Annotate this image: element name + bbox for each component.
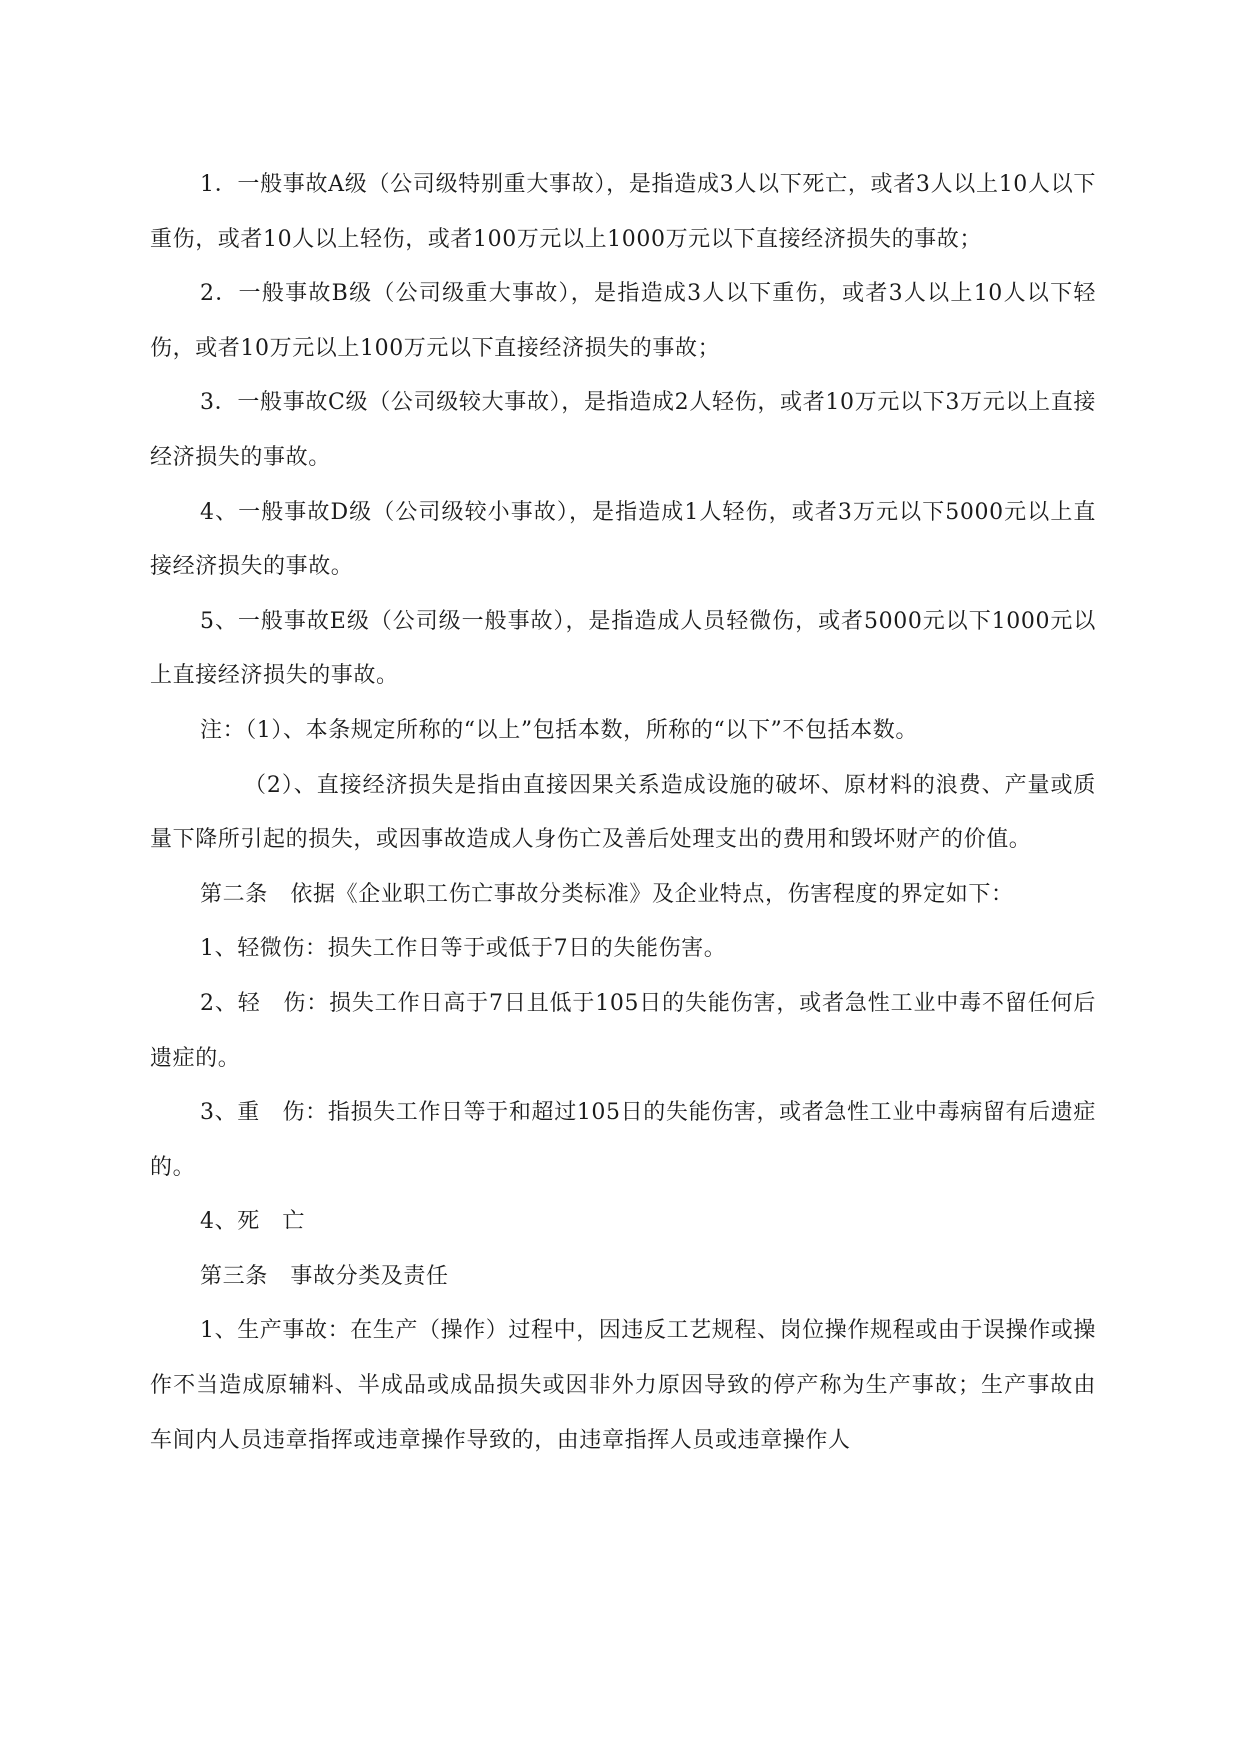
production-accident: 1、生产事故：在生产（操作）过程中，因违反工艺规程、岗位操作规程或由于误操作或操作不当造成原辅料、半成品或成品损失或因非外力原因导致的停产称为生产事故；生产事故由车间内人员违章指挥或违章操作导致的，由违章指挥人员或违章操作人 — [150, 1318, 1096, 1453]
injury-light: 2、轻 伤：损失工作日高于7日且低于105日的失能伤害，或者急性工业中毒不留任何后遗症的。 — [150, 990, 1096, 1071]
article-2-heading: 第二条 依据《企业职工伤亡事故分类标准》及企业特点，伤害程度的界定如下： — [200, 881, 1014, 907]
injury-death: 4、死 亡 — [200, 1209, 305, 1235]
paragraph-level-a: 1．一般事故A级（公司级特别重大事故），是指造成3人以下死亡，或者3人以上10人以下重伤，或者10人以上轻伤，或者100万元以上1000万元以下直接经济损失的事故； — [150, 172, 1096, 252]
paragraph-level-e: 5、一般事故E级（公司级一般事故），是指造成人员轻微伤，或者5000元以下1000元以上直接经济损失的事故。 — [150, 608, 1096, 689]
paragraph-level-c: 3．一般事故C级（公司级较大事故），是指造成2人轻伤，或者10万元以下3万元以上直接经济损失的事故。 — [150, 390, 1096, 470]
note-1: 注：（1）、本条规定所称的“以上”包括本数，所称的“以下”不包括本数。 — [200, 717, 918, 743]
injury-minor: 1、轻微伤：损失工作日等于或低于7日的失能伤害。 — [200, 936, 727, 962]
injury-serious: 3、重 伤：指损失工作日等于和超过105日的失能伤害，或者急性工业中毒病留有后遗症的。 — [150, 1100, 1096, 1180]
document-body — [150, 158, 1096, 1468]
note-2: （2）、直接经济损失是指由直接因果关系造成设施的破坏、原材料的浪费、产量或质量下降所引起的损失，或因事故造成人身伤亡及善后处理支出的费用和毁坏财产的价值。 — [150, 772, 1096, 853]
article-3-heading: 第三条 事故分类及责任 — [200, 1263, 449, 1289]
paragraph-level-d: 4、一般事故D级（公司级较小事故），是指造成1人轻伤，或者3万元以下5000元以上直接经济损失的事故。 — [150, 499, 1096, 580]
paragraph-level-b: 2．一般事故B级（公司级重大事故），是指造成3人以下重伤，或者3人以上10人以下轻伤，或者10万元以上100万元以下直接经济损失的事故； — [150, 281, 1096, 361]
